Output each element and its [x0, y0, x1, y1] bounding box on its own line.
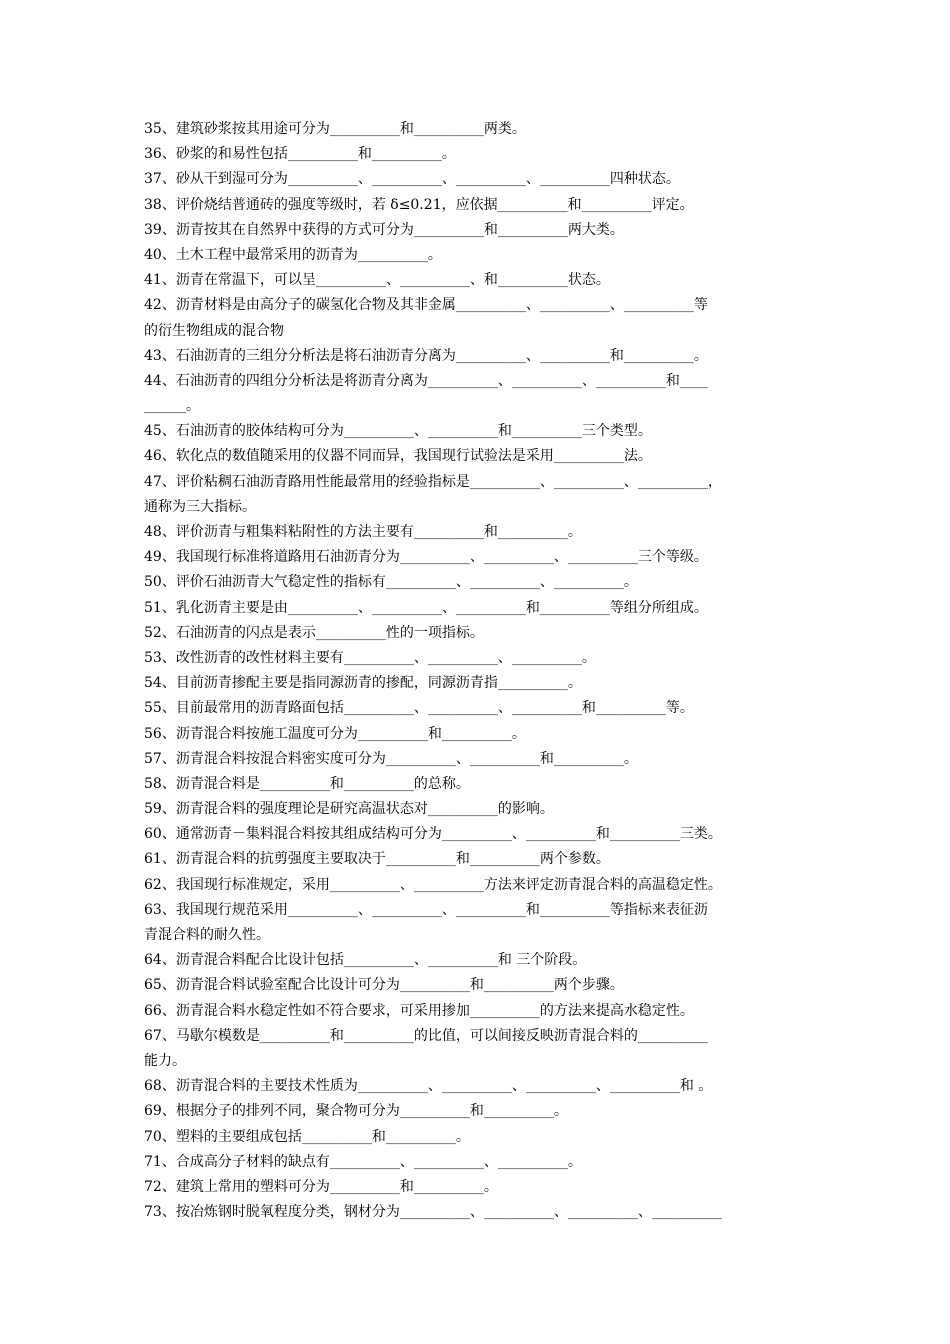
text-line-55: 55、目前最常用的沥青路面包括__________、__________、__________和__________等。 — [144, 700, 694, 717]
text-line-63-cont: 青混合料的耐久性。 — [144, 927, 270, 943]
text-line-51: 51、乳化沥青主要是由__________、__________、__________和__________等组分所组成。 — [144, 599, 708, 616]
text-line-53: 53、改性沥青的改性材料主要有__________、__________、__________。 — [144, 649, 596, 666]
text-line-42: 42、沥青材料是由高分子的碳氢化合物及其非金属__________、__________、__________等 — [144, 297, 708, 314]
text-line-40: 40、土木工程中最常采用的沥青为__________。 — [144, 246, 442, 263]
text-line-56: 56、沥青混合料按施工温度可分为__________和__________。 — [144, 725, 526, 742]
text-line-50: 50、评价石油沥青大气稳定性的指标有__________、__________、__________。 — [144, 574, 638, 591]
text-line-63: 63、我国现行规范采用__________、__________、__________和__________等指标来表征沥 — [144, 901, 708, 918]
text-line-37: 37、砂从干到湿可分为__________、__________、__________、__________四种状态。 — [144, 171, 680, 188]
text-line-54: 54、目前沥青掺配主要是指同源沥青的掺配，同源沥青指__________。 — [144, 675, 582, 692]
text-line-71: 71、合成高分子材料的缺点有__________、__________、__________。 — [144, 1153, 582, 1170]
text-line-47: 47、评价粘稠石油沥青路用性能最常用的经验指标是__________、__________、__________， — [144, 473, 722, 490]
text-line-36: 36、砂浆的和易性包括__________和__________。 — [144, 146, 456, 163]
text-line-64: 64、沥青混合料配合比设计包括__________、__________和 三个阶段。 — [144, 952, 587, 969]
text-line-45: 45、石油沥青的胶体结构可分为__________、__________和__________三个类型。 — [144, 423, 652, 440]
text-line-70: 70、塑料的主要组成包括__________和__________。 — [144, 1128, 470, 1145]
text-line-57: 57、沥青混合料按混合料密实度可分为__________、__________和__________。 — [144, 750, 638, 767]
text-line-60: 60、通常沥青－集料混合料按其组成结构可分为__________、__________和__________三类。 — [144, 826, 722, 843]
text-line-42-cont: 的衍生物组成的混合物 — [144, 322, 284, 339]
text-line-44-cont: ______。 — [144, 398, 200, 415]
text-line-59: 59、沥青混合料的强度理论是研究高温状态对__________的影响。 — [144, 801, 554, 818]
text-line-44: 44、石油沥青的四组分分析法是将沥青分离为__________、__________、__________和____ — [144, 372, 708, 389]
text-line-35: 35、建筑砂浆按其用途可分为__________和__________两类。 — [144, 121, 526, 137]
text-line-66: 66、沥青混合料水稳定性如不符合要求，可采用掺加__________的方法来提高水稳定性。 — [144, 1002, 694, 1019]
text-line-43: 43、石油沥青的三组分分析法是将石油沥青分离为__________、__________和__________。 — [144, 347, 708, 364]
text-line-68: 68、沥青混合料的主要技术性质为__________、__________、__________、__________和 。 — [144, 1078, 713, 1095]
text-line-67-cont: 能力。 — [144, 1052, 186, 1069]
question-sheet — [144, 117, 812, 1225]
text-line-52: 52、石油沥青的闪点是表示__________性的一项指标。 — [144, 624, 484, 641]
text-line-39: 39、沥青按其在自然界中获得的方式可分为__________和__________两大类。 — [144, 221, 624, 238]
text-line-46: 46、软化点的数值随采用的仪器不同而异，我国现行试验法是采用__________法。 — [144, 448, 652, 465]
text-line-48: 48、评价沥青与粗集料粘附性的方法主要有__________和__________。 — [144, 524, 582, 540]
text-line-49: 49、我国现行标准将道路用石油沥青分为__________、__________、__________三个等级。 — [144, 549, 708, 566]
text-line-62: 62、我国现行标准规定，采用__________、__________方法来评定沥青混合料的高温稳定性。 — [144, 876, 722, 893]
text-line-65: 65、沥青混合料试验室配合比设计可分为__________和__________两个步骤。 — [144, 977, 624, 994]
text-line-38: 38、评价烧结普通砖的强度等级时，若 δ≤0.21，应依据__________和__________评定。 — [144, 196, 694, 213]
text-line-72: 72、建筑上常用的塑料可分为__________和__________。 — [144, 1178, 498, 1195]
text-line-41: 41、沥青在常温下，可以呈__________、__________、和__________状态。 — [144, 272, 610, 289]
text-line-67: 67、马歇尔模数是__________和__________的比值，可以间接反映沥青混合料的__________ — [144, 1027, 708, 1044]
text-line-73: 73、按冶炼钢时脱氧程度分类，钢材分为__________、__________、__________、__________ — [144, 1204, 722, 1221]
text-line-61: 61、沥青混合料的抗剪强度主要取决于__________和__________两个参数。 — [144, 851, 610, 868]
text-line-69: 69、根据分子的排列不同，聚合物可分为__________和__________。 — [144, 1103, 568, 1120]
text-line-58: 58、沥青混合料是__________和__________的总称。 — [144, 775, 470, 792]
text-line-47-cont: 通称为三大指标。 — [144, 498, 256, 515]
